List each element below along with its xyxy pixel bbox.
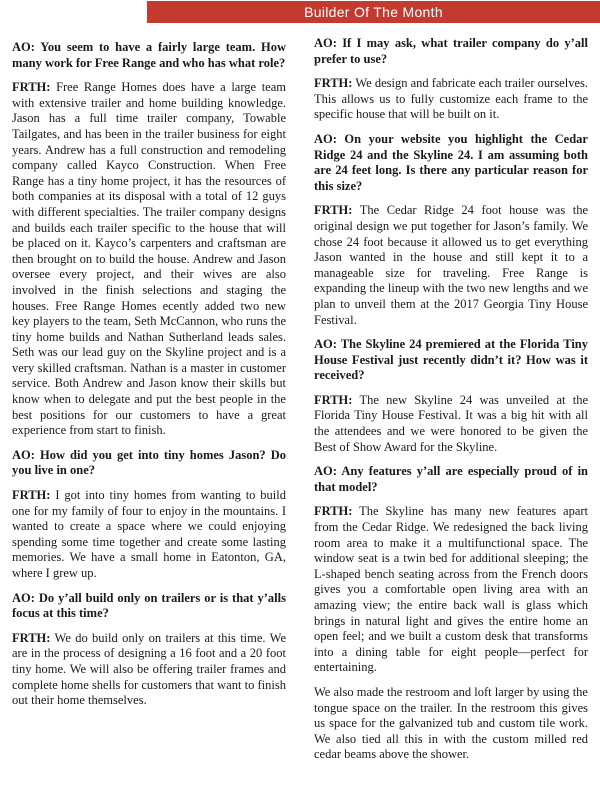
- interview-answer: [314, 504, 588, 676]
- answer-text: The Cedar Ridge 24 foot house was the original design we put together for Jason’s family. We chose 24 foot because it allowed us to get everything Jason wanted in the house and still kept it to a manageable size for traveling. Free Range is expanding the lineup with the two new lengths and we plan to unveil them at the 2017 Georgia Tiny House Festival.: [314, 203, 588, 327]
- answer-text: Free Range Homes does have a large team with extensive trailer and home building knowledge. Jason has a full time trailer company, Towable Tailgates, and has been in the trailer business for eight years. Andrew has a full construction and remodeling company called Kayco Construction. When Free Range has a tiny home project, it has the resources of both companies at its disposal with a total of 12 guys with different specialties. The trailer company designs and builds each trailer specific to the house that will be placed on it. Kayco’s carpenters and craftsman are then brought on to build the house. Andrew and Jason oversee every project, and their wives are also involved in the finish selections and staging the houses. Free Range Homes ecently added two new key players to the team, Seth McCannon, who runs the tiny home builds and Nathan Sutherland leads sales. Seth was our lead guy on the Skyline project and is a very skilled craftsman. Nathan is a master in customer service. Both Andrew and Jason know their skills but know when to delegate and put the best people in the best positions for our customers to have a great experience from start to finish.: [12, 80, 286, 438]
- answer-label: FRTH:: [12, 630, 51, 645]
- interview-answer: [314, 76, 588, 123]
- interview-question: AO: Do y’all build only on trailers or is that y’alls focus at this time?: [12, 590, 286, 621]
- section-banner: Builder Of The Month: [147, 1, 600, 23]
- answer-text: The new Skyline 24 was unveiled at the Florida Tiny House Festival. It was a big hit with all the attendees and we were honored to be given the Best of Show Award for the Skyline.: [314, 392, 588, 454]
- answer-label: FRTH:: [314, 504, 353, 519]
- answer-text: We design and fabricate each trailer ourselves. This allows us to fully customize each frame to the specific house that will be built on it.: [314, 76, 588, 122]
- answer-label: FRTH:: [12, 80, 51, 95]
- answer-text: We do build only on trailers at this time. We are in the process of designing a 16 foot and a 20 foot tiny home. We will also be offering trailer frames and complete home shells for customers that want to finish out their home themselves.: [12, 630, 286, 708]
- right-column: [314, 36, 588, 772]
- interview-answer: [314, 203, 588, 328]
- interview-question: AO: If I may ask, what trailer company do y’all prefer to use?: [314, 36, 588, 66]
- interview-question: AO: You seem to have a fairly large team. How many work for Free Range and who has what role?: [12, 40, 286, 70]
- interview-answer: [314, 393, 588, 455]
- interview-question: AO: Any features y’all are especially proud of in that model?: [314, 464, 588, 494]
- interview-answer: [12, 631, 286, 709]
- interview-answer: [12, 80, 286, 439]
- left-column: [12, 40, 286, 718]
- answer-text: I got into tiny homes from wanting to build one for my family of four to enjoy in the mountains. I wanted to create a space where we could enjoying spending some time together and create some lasting memories. We have a small home in Eatonton, GA, where I grew up.: [12, 488, 286, 580]
- answer-label: FRTH:: [314, 203, 353, 218]
- body-paragraph: We also made the restroom and loft larger by using the tongue space on the trailer. In the restroom this gives us space for the galvanized tub and custom tile work. We also tied all this in with the custom milled red cedar beams above the shower.: [314, 684, 588, 762]
- answer-label: FRTH:: [314, 392, 353, 407]
- interview-question: AO: On your website you highlight the Cedar Ridge 24 and the Skyline 24. I am assuming both are 24 feet long. Is there any particular reason for this size?: [314, 131, 588, 193]
- interview-question: AO: How did you get into tiny homes Jason? Do you live in one?: [12, 447, 286, 478]
- interview-question: AO: The Skyline 24 premiered at the Florida Tiny House Festival just recently didn’t it? How was it received?: [314, 337, 588, 383]
- answer-label: FRTH:: [314, 76, 353, 91]
- answer-text: The Skyline has many new features apart from the Cedar Ridge. We redesigned the back living room area to make it a multifunctional space. The window seat is a twin bed for additional sleeping; the L-shaped bench seating across from the French doors gives you a comfortable open living area with an amazing view; the entire back wall is glass which brings in natural light and gives the entire home an open feel; and we built a custom desk that transforms into a dining table for eight people—perfect for entertaining.: [314, 504, 588, 675]
- answer-label: FRTH:: [12, 488, 51, 503]
- interview-answer: [12, 488, 286, 582]
